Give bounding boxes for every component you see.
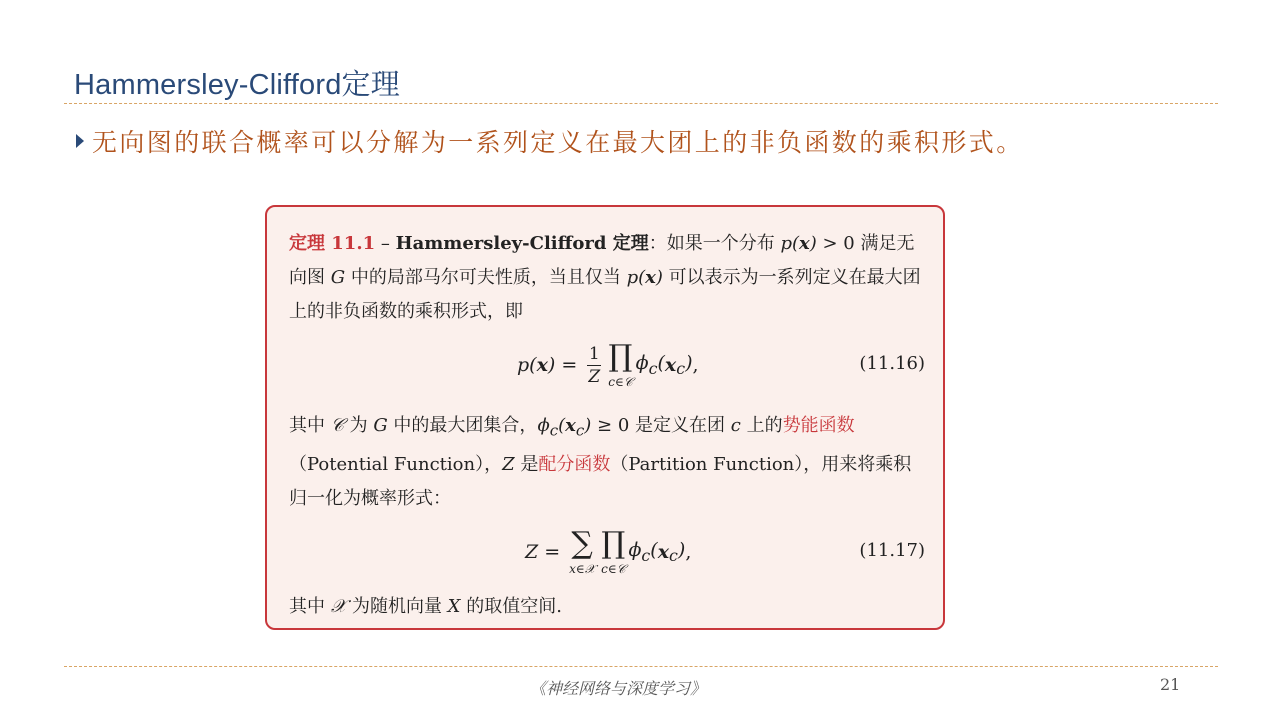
math-c: c [730, 415, 741, 436]
theorem-statement [289, 227, 929, 329]
text-fragment: 如果一个分布 [666, 233, 781, 254]
theorem-note [289, 590, 929, 624]
title-divider [64, 103, 1218, 104]
text-fragment: > 0 满足无向图 [289, 233, 915, 288]
text-fragment: （Partition Function），用来将乘积归一化为概率形式： [289, 453, 912, 509]
book-title: 《神经网络与深度学习》 [530, 679, 707, 698]
bullet-text: 无向图的联合概率可以分解为一系列定义在最大团上的非负函数的乘积形式。 [92, 128, 1024, 157]
text-fragment: 为 [343, 415, 374, 436]
product-operator: ∏ c∈𝒞 [608, 339, 633, 389]
text-fragment: 的取值空间. [460, 596, 562, 617]
theorem-colon: ： [648, 233, 667, 254]
triangle-bullet-icon [76, 134, 84, 148]
theorem-dash: – [375, 233, 396, 254]
equation-11-17 [267, 522, 943, 582]
equation-number: (11.16) [859, 353, 925, 374]
math-G: G [373, 415, 388, 436]
text-fragment: 其中 [289, 596, 331, 617]
theorem-box [265, 205, 945, 630]
text-fragment: 其中 [289, 415, 331, 436]
equation-number: (11.17) [859, 540, 925, 561]
theorem-name: Hammersley-Clifford 定理 [395, 233, 649, 254]
footer-divider [64, 666, 1218, 667]
text-fragment: 中的最大团集合， [387, 415, 538, 436]
product-operator: ∏ c∈𝒞 [601, 526, 626, 576]
math-G: G [330, 267, 346, 288]
fraction-1-over-Z: $\frac{1}{Z}$ [588, 343, 601, 387]
text-fragment: （Potential Function）， [289, 453, 503, 475]
equation-body: p( x ) = $\frac{1}{Z}$ ∏ c∈𝒞 $\phi_c$( x $_c$) , [517, 339, 699, 389]
text-fragment: 上的 [740, 415, 783, 436]
text-fragment: 中的局部马尔可夫性质，当且仅当 [345, 267, 627, 288]
equation-11-16 [267, 335, 943, 395]
text-fragment: 为随机向量 [346, 596, 448, 617]
math-Z: Z [502, 453, 515, 475]
term-potential-function: 势能函数 [782, 415, 855, 436]
math-phi-c: $\phi_c(x_c)$ [537, 415, 592, 440]
theorem-explanation [289, 409, 929, 516]
math-p-x: p(x) [780, 233, 817, 254]
slide-title: Hammersley-Clifford定理 [74, 69, 400, 101]
text-fragment: 可以表示为一系列定义在最大团上的非负函数的乘积形式，即 [289, 267, 921, 322]
text-fragment: 是 [514, 453, 539, 475]
theorem-label: 定理 11.1 [289, 233, 376, 254]
math-C: 𝒞 [330, 415, 344, 436]
page-number: 21 [1160, 675, 1181, 694]
bullet-item [76, 123, 1024, 159]
text-fragment: ≥ 0 是定义在团 [591, 415, 731, 436]
equation-body: Z = ∑ x∈𝒳 ∏ c∈𝒞 $\phi_c$( x $_c$) , [525, 526, 692, 576]
math-X: X [447, 596, 461, 617]
math-p-x: p(x) [626, 267, 663, 288]
term-partition-function: 配分函数 [538, 453, 611, 475]
math-X-script: 𝒳 [330, 596, 347, 617]
sum-operator: ∑ x∈𝒳 [569, 526, 596, 576]
